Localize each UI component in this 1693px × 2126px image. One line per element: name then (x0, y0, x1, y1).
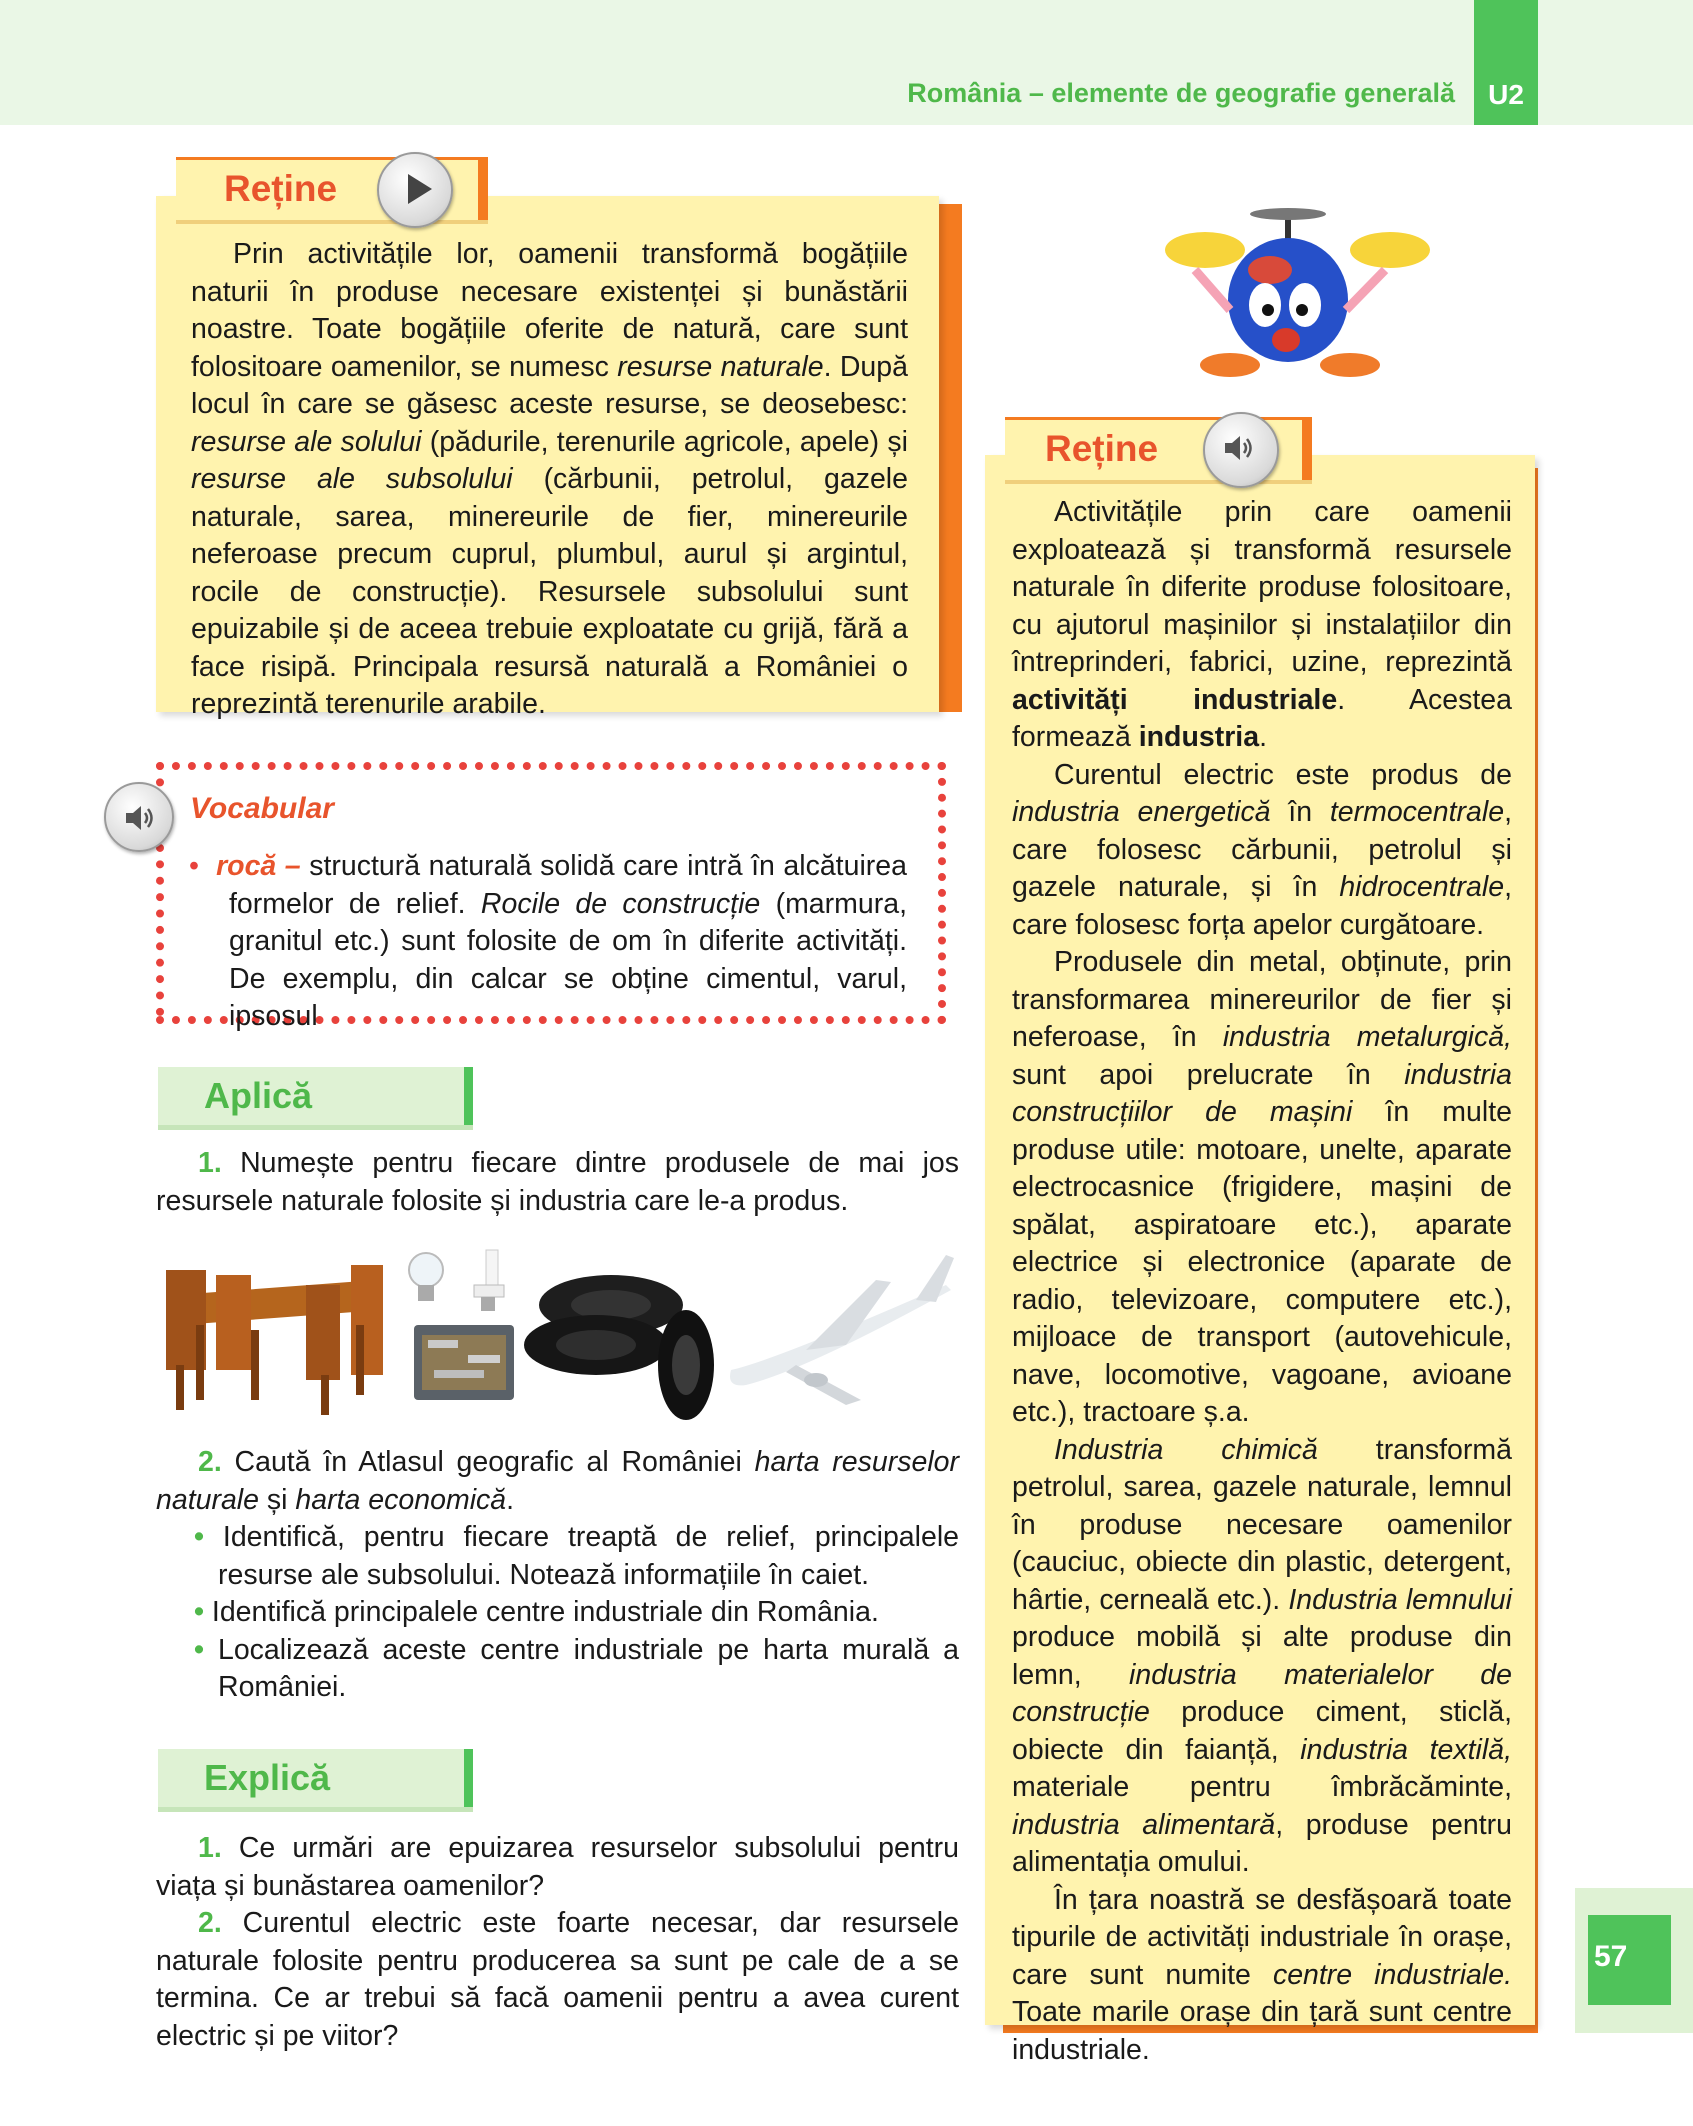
explica-questions: 1. Ce urmări are epuizarea resurselor subsolului pentru viața și bunăstarea oamenilor? 2. Curentul electric este foarte necesar, dar resursele naturale folosite pentru producerea sa sunt pe cale de a se termina. Ce ar trebui să facă oamenii pentru a avea curent electric și pe viitor? (156, 1832, 959, 2052)
products-images (156, 1240, 956, 1420)
list-item: • Identifică, pentru fiecare treaptă de relief, principalele resurse ale subsolului. Notează informațiile în caiet. (194, 1521, 960, 1591)
list-item: • Localizează aceste centre industriale pe harta murală a României. (194, 1633, 960, 1703)
page-number: 57 (1594, 1940, 1628, 1973)
retine-text (191, 236, 908, 724)
explica-label: Explică (204, 1757, 331, 1798)
vocabulary-audio-button[interactable] (104, 782, 174, 852)
play-icon (408, 174, 432, 204)
vocabulary-title: Vocabular (190, 792, 334, 825)
aplica-q2: 2. Caută în Atlasul geografic al României harta resurselor naturale și harta economică. • Identifică, pentru fiecare treaptă de relief, principalele resurse ale subsolului. Notează informațiile în caiet. • Identifică principalele centre industriale din România. • Localizează aceste centre industriale pe harta murală a României. (156, 1444, 959, 1707)
aplica-q1: 1. Numește pentru fiecare dintre produsele de mai jos resursele naturale folosite și industria care le-a produs. (156, 1147, 959, 1217)
retine-2-text: Activitățile prin care oamenii exploatează și transformă resursele naturale în diferite produse folositoare, cu ajutorul mașinilor și instalațiilor din întreprinderi, fabrici, uzine, reprezintă activități industriale. Acestea formează industria. Curentul electric este produs de industria energetică în termocentrale, care folosesc cărbunii, petrolul și gazele naturale, și în hidrocentrale, care folosesc forța apelor curgătoare. Produsele din metal, obținute, prin transformarea minereurilor de fier și neferoase, în industria metalurgică, sunt apoi prelucrate în industria construcțiilor de mașini în multe produse utile: motoare, unelte, aparate electrocasnice (frigidere, mașini de spălat, aspiratoare etc.), aparate electrice și electronice (aparate de radio, televizoare, computere etc.), mijloace de transport (autovehicule, nave, locomotive, vagoane, avioane etc.), tractoare ș.a. Industria chimică transformă petrolul, sarea, gazele naturale, lemnul în produse necesare oamenilor (cauciuc, obiecte din plastic, detergent, hârtie, cerneală etc.). Industria lemnului produce mobilă și alte produse din lemn, industria materialelor de construcție produce ciment, sticlă, obiecte din faianță, industria textilă, materiale pentru îmbrăcăminte, industria alimentară, produse pentru alimentația omului. În țara noastră se desfășoară toate tipurile de activități industriale în orașe, care sunt numite centre industriale. Toate marile orașe din țară sunt centre industriale. (1012, 496, 1512, 2066)
page-number-box (1588, 1915, 1671, 2005)
retine-label: Reține (224, 168, 338, 209)
audio-button[interactable] (1203, 412, 1279, 488)
list-item: • Identifică principalele centre industriale din România. (194, 1596, 879, 1628)
speaker-icon (124, 804, 158, 832)
mascot-illustration (1160, 200, 1430, 385)
retine-paragraph: Prin activitățile lor, oamenii transformă bogățiile naturii în produse necesare existenței și bunăstării noastre. Toate bogățiile oferite de natură, care sunt folositoare oamenilor, se numesc resurse naturale. După locul în care se găsesc aceste resurse, se deosebesc: resurse ale solului (pădurile, terenurile agricole, apele) și resurse ale subsolului (cărbunii, petrolul, gazele naturale, sarea, minereurile de fier, minereurile neferoase precum cuprul, plumbul, aurul și argintul, rocile de construcție). Resursele subsolului sunt epuizabile și de aceea trebuie exploatate cu grijă, fără a face risipă. Principala resursă naturală a României o reprezintă terenurile arabile. (191, 238, 908, 720)
aplica-label: Aplică (204, 1075, 313, 1116)
airplane-image (730, 1255, 954, 1405)
explica-header (158, 1749, 473, 1807)
retine-label-2: Reține (1045, 428, 1159, 469)
speaker-icon (1223, 434, 1257, 462)
vocabulary-entry: • rocă – structură naturală solidă care intră în alcătuirea formelor de relief. Rocile de construcție (marmura, granitul etc.) sunt folosite de om în diferite activități. De exemplu, din calcar se obține cimentul, varul, ipsosul (189, 850, 907, 1032)
play-button[interactable] (377, 152, 453, 228)
table-chairs-image (166, 1265, 383, 1415)
lightbulb-image (409, 1250, 504, 1311)
aplica-header (158, 1067, 473, 1125)
unit-label: U2 (1488, 79, 1524, 110)
vocabulary-text (189, 848, 907, 1036)
tires-image (524, 1275, 714, 1420)
toolbox-image (414, 1325, 514, 1400)
unit-tab (1474, 0, 1538, 125)
chapter-title: România – elemente de geografie generală (907, 78, 1455, 108)
